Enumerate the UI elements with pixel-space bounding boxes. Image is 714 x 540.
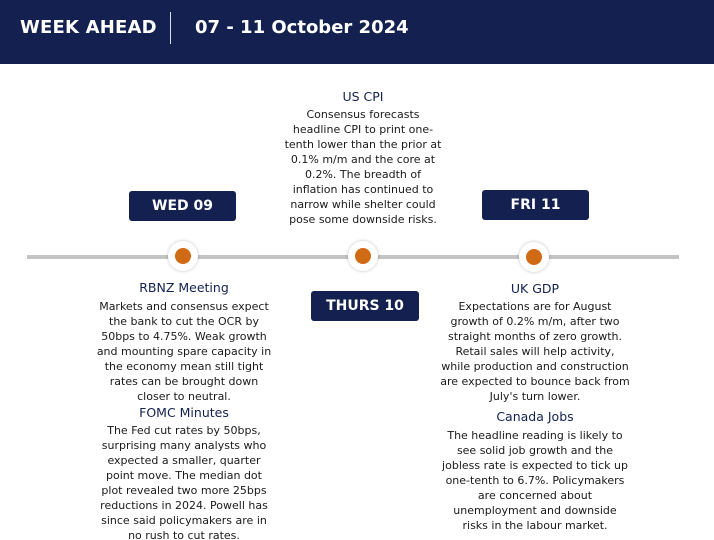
event-text-us-cpi: Consensus forecasts headline CPI to print one-tenth lower than the prior at 0.1% m/m and the core at 0.2%. The breadth of inflation has continued to narrow while shelter could pose some downside risks.: [284, 108, 442, 226]
timeline-node-fri: [519, 242, 549, 272]
date-range: 07 - 11 October 2024: [195, 17, 409, 38]
header-divider: [170, 12, 171, 44]
page-title: WEEK AHEAD: [20, 17, 157, 38]
event-title-canada-jobs: Canada Jobs: [496, 409, 574, 424]
header-bar: [0, 0, 714, 64]
timeline-node-wed: [168, 241, 198, 271]
event-text-canada-jobs: The headline reading is likely to see solid job growth and the jobless rate is expected to tick up one-tenth to 6.7%. Policymakers are concerned about unemployment and downside risks in the labour market.: [442, 429, 628, 532]
day-tag-fri: FRI 11: [482, 190, 589, 220]
event-title-fomc: FOMC Minutes: [139, 405, 229, 420]
event-text-uk-gdp: Expectations are for August growth of 0.2% m/m, after two straight months of zero growth. Retail sales will help activity, while production and construction are expected to bounce back from July's turn lower.: [440, 300, 630, 403]
day-tag-thu: THURS 10: [311, 291, 419, 321]
event-title-us-cpi: US CPI: [342, 89, 384, 104]
event-text-rbnz: Markets and consensus expect the bank to cut the OCR by 50bps to 4.75%. Weak growth and mounting spare capacity in the economy mean still tight rates can be brought down closer to neutral.: [96, 300, 272, 403]
event-title-rbnz: RBNZ Meeting: [139, 280, 229, 295]
day-tag-wed: WED 09: [129, 191, 236, 221]
timeline-node-thu: [348, 241, 378, 271]
event-text-fomc: The Fed cut rates by 50bps, surprising many analysts who expected a smaller, quarter point move. The median dot plot revealed two more 25bps reductions in 2024. Powell has since said policymakers are in no rush to cut rates.: [100, 424, 268, 540]
event-title-uk-gdp: UK GDP: [510, 281, 560, 296]
